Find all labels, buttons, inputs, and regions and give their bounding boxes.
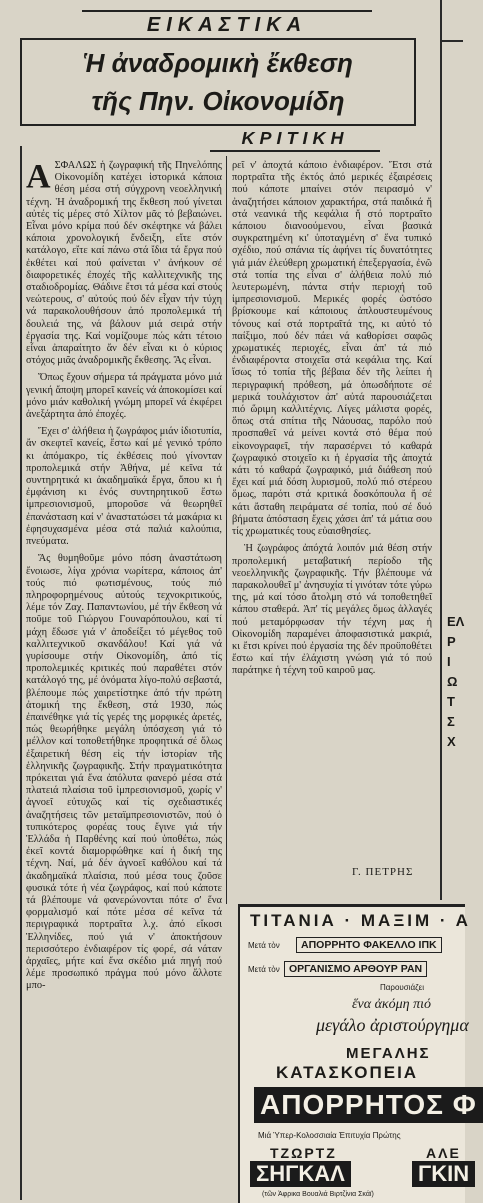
- ad-film-title: ΑΠΟΡΡΗΤΟΣ Φ: [254, 1087, 483, 1123]
- ad-star-surname-1: ΣΗΓΚΑΛ: [250, 1161, 351, 1187]
- ad-star-name-1: ΤΖΩΡΤΖ: [270, 1145, 337, 1161]
- ad-cast-note: (τῶν Ἀφρικα Βουαλιά Βιρτζίνια Σκάϊ): [262, 1191, 374, 1198]
- cinema-advertisement: [238, 904, 477, 1203]
- ad-intro: Μετά τὸν: [248, 941, 280, 950]
- ad-presents: Παρουσιάζει: [380, 983, 424, 992]
- column-rule-right: [440, 0, 442, 900]
- section-label: ΕΙΚΑΣΤΙΚΑ: [82, 10, 372, 40]
- article-column-2: [232, 160, 432, 880]
- author-signature: Γ. ΠΕΤΡΗΣ: [352, 866, 414, 878]
- column-rule-middle: [226, 156, 227, 904]
- ad-tagline-1: ἕνα ἀκόμη πιό: [352, 997, 432, 1012]
- ad-star-name-2: ΑΛΕ: [426, 1145, 461, 1161]
- ad-previous-film: ΑΠΟΡΡΗΤΟ ΦΑΚΕΛΛΟ ΙΠΚ: [296, 937, 442, 953]
- column-rule-left: [20, 146, 22, 1200]
- top-rule: [440, 40, 463, 42]
- article-column-1: [26, 160, 222, 1200]
- ad-organization: ΟΡΓΑΝΙΣΜΟ ΑΡΘΟΥΡ ΡΑΝ: [284, 961, 427, 977]
- ad-tagline-2: μεγάλο ἀριστούργημα: [316, 1015, 469, 1035]
- article-header: [20, 6, 418, 152]
- headline-box: [20, 38, 416, 126]
- ad-star-surname-2: ΓΚΙΝ: [412, 1161, 475, 1187]
- paragraph: Ἔχει σ' ἀλήθεια ἡ ζωγράφος μιάν ἰδιοτυπία, ἄν σκεφτεῖ κανείς, ἔστω καί μέ γενικό τρόπο κι ἀπόμακρο, τίς ἐκθέσεις πού γίνονταν προπολεμικά στήν Ἀθήνα, μέ κεῖνα τά συντηρητικά κι ἀκαδημαϊκά ἔργα, ὅπου κι ἡ ἐμφάνιση κι ἑνός συντηρητικοῦ ἔστω ἰμπρεσιονισμοῦ, μποροῦσε νά θεωρηθεῖ ἐπανάσταση καί ν' ἀναστατώσει τά μακάρια κι ἐφησυχασμένα μέσα στά παλιά καλούπια, πνεύματα.: [26, 426, 222, 548]
- critic-label: ΚΡΙΤΙΚΗ: [210, 124, 380, 152]
- ad-title: ΤΙΤΑΝΙΑ · ΜΑΞΙΜ · Α: [250, 911, 471, 930]
- ad-intro-2: Μετά τὸν: [248, 965, 280, 974]
- drop-cap: Α: [26, 158, 51, 195]
- headline: [22, 44, 414, 120]
- headline-line-2: τῆς Πην. Οἰκονομίδη: [91, 86, 345, 116]
- paragraph: Ὅπως ἔχουν σήμερα τά πράγματα μόνο μιά γενική ἄποψη μπορεῖ κανείς νά ἀποκομίσει καί μόνο μιάν καθολική γνώμη μπορεῖ νά ἐκφέρει ἀνεξάρτητα ἀπό ἐποχές.: [26, 372, 223, 421]
- paragraph: ρεῖ ν' ἀποχτά κάποιο ἐνδιαφέρον. Ἔτσι στά πορτραῖτα τῆς ἐκτός ἀπό μερικές ἐξαιρέσεις πού κάποτε μπαίνει στόν πειρασμό ν' ἀναζητήσει κάποιον χαρακτήρα, στά παιδικά ἤ στά νεανικά τῆς κεφάλια ἤ στό πορτραῖτο κάποιου διανοούμενου, εἶναι βασικά συγκρατημένη κι' ὑποταγμένη σ' ἕνα τυπικό σχέδιο, πού σπάνια τίς ἀφήνει τίς δυνατότητες γιά μιάν ἐλεύθερη χρωματική ἐπεξεργασία, ἐνῶ στά τοπία της εἶναι σ' ἀλήθεια πολύ πιό λευτερωμένη, πάντα στήν περιοχή τοῦ ἰμπρεσιονισμοῦ. Μερικές φορές ὡστόσο βρίσκουμε καί κάποιους ἀπλουστευμένους τόνους καί στά πορτραῖτά της, κι αὐτό τό παίξιμο, πού δέν πάει νά καθορίσει σαφῶς χρωματικές περιοχές, εἶναι ἀπ' τά πιό ἐνδιαφέροντα στοιχεῖα στά κεφάλια της. Καί ἴσως τό τοπία τῆς βέβαια δέν τῆς λείπει ἡ περιγραφική πρόθεση, μά ὁπωσδήποτε σέ μερικά τουλάχιστον ἀπ' αὐτά παρουσιάζεται πιό ὥριμη καλλιτέχνις. Λίγες μάλιστα φορές, ὅπως στά σπίτια τῆς Νάουσας, παρόλο πού προσπαθεῖ νά μείνει κοντά στό θέμα πού εἰκονογραφεῖ, τήν παρασέρνει τό καθαρά ζωγραφικό στοιχεῖο κι ἡ ἐργασία τῆς ἀποχτά κάτι τό καθαρά ζωγραφικό, μιά διάθεση πού ἔχει καί μιά δόση λυρισμοῦ, πολύ πιό στέρεου ὅμως, παρότι στά κριτικά δοσκόπουλα ἤ σέ κάτι ἄσταθη πειράματα σέ τοπία, πού σέ δυό βήματα ἀπόσταση ἔχεις χάσει ἀπ' τά μάτια σου τίς χρωματικές τους εὐαισθησίες.: [232, 160, 432, 538]
- paragraph: ΑΣΦΑΛΩΣ ἡ ζωγραφική τῆς Πηνελόπης Οἰκονομίδη κατέχει ἱστορικά κάποια θέση μέσα στή σύγχρονη νεοελληνική τέχνη. Ἡ ἀναδρομική της ἔκθεση πού γίνεται αὐτές τίς μέρες στό Χίλτον μᾶς τό βεβαιώνει. Εἶναι μόνο κρίμα πού δέν σκέφτηκε νά βάλει κάποια χρονολογική ἔνδειξη, εἴτε στόν κατάλογο, εἴτε καί πάνω στά ἴδια τά ἔργα πού ἐκθέτει καί πού φαίνεται ν' ἀνήκουν σέ διαφορετικές ἐποχές τῆς καλλιτεχνικῆς της σταδιοδρομίας. Θάδινε ἔτσι τά μέσα καί στούς νεώτερους, σ' αὐτούς πού δέν εἶχαν τήν τύχη νά παρακολουθήσουν ἀπό προπολεμικά τή δουλειά της, νά βάλουν μιά σειρά στήν ἐργασία της. Καί νομίζουμε πώς κάτι τέτοιο εἶναι ἀπαραίτητο ἄν δέν εἶναι κι ὁ κύριος στόχος μιᾶς ἀναδρομικῆς ἔκθεσης. Ἄς εἶναι.: [26, 158, 222, 367]
- paragraph: Ἡ ζωγράφος ἀπόχτά λοιπόν μιά θέση στήν προπολεμική μεταβατική περίοδο τῆς νεοελληνικῆς ζωγραφικῆς. Τήν βλέπουμε νά παρακολουθεῖ μ' ἀνησυχία τί γινόταν τότε γύρω της, μά καί τόσο ἄτολμη στό νά τοποθετηθεῖ κάπου σταθερά. Ἀπ' τίς μεγάλες ὅμως ἀλλαγές πού μεταμόρφωσαν τήν τέχνη μας ἡ Οἰκονομίδη παραμένει ἀποφασιστικά μακριά, κι ἔτσι κρίνει πού ἐργασία της δέν προϋποθέτει ἔστω καί τήν ἐλάχιστη γνώση γιά τό πού παράτηκε ἡ τέχνη τοῦ καιροῦ μας.: [232, 543, 432, 677]
- ad-fine-print: Μιά Ὑπερ-Κολοσσιαία Ἐπιτυχία Πρώτης: [258, 1131, 401, 1140]
- ad-caption-2: ΚΑΤΑΣΚΟΠΕΙΑ: [276, 1063, 419, 1082]
- ad-caption-1: ΜΕΓΑΛΗΣ: [346, 1045, 431, 1062]
- neighbor-article-fragment: ΕΛ Ρ Ι Ω Τ Σ Χ: [447, 614, 465, 749]
- headline-line-1: Ἡ ἀναδρομικὴ ἔκθεση: [83, 48, 353, 78]
- paragraph: Ἄς θυμηθοῦμε μόνο πόση ἀναστάτωση ἔνοιωσε, λίγα χρόνια νωρίτερα, κάποιος ἀπ' τούς πιό φωτισμένους, τούς πιό πληροφορημένους αὐτούς τεχνοκριτικούς, λέμε τόν Ζαχ. Παπαντωνίου, μέ τήν ἔκθεση νά ποῦμε τοῦ Γιώργου Γουναρόπουλου, καί τί μάχη ἔδωσε γιά ν' ἀποδείξει τό μέγεθος τοῦ καλλιτεχνικοῦ σκανδάλου! Καί γιά νά γυρίσουμε στήν Οἰκονομίδη, ἀπό τίς προπολεμικές κριτικές πού παραθέτει στόν κατάλογό της, μέ ὀνόματα λίγο-πολύ σεβαστά, βλέπουμε πώς χαιρετίστηκε ἀπό τήν πρώτη ἀτομική της ἔκθεση, στά 1930, πώς ἐπαινέθηκε γιά τίς γερές της μορφικές ἀρετές, πώς θεωρήθηκε μεγάλη ὑπόσχεση γιά τό μέλλον καί τοποθετήθηκε προφητικά σέ ὅλως ἐξαιρετική θέση εἰς τήν ἱστορίαν τῆς ἑλληνικῆς ζωγραφικῆς. Στήν πραγματικότητα πρόκειται γιά ἕνα ἀπόλυτα φανερό μέσα στά πλατειά πλαίσια τοῦ ἰμπρεσιονισμοῦ, χωρίς ν' ἀγνοεῖ εὐτυχῶς καί τίς σχεδιαστικές ἀναζητήσεις τῶν μεταϊμπρεσιονιστῶν, πού ὁ τυπικότερος φορέας τους ἔγινε γιά τήν Ἑλλάδα ἡ Παρθένης καί πού ὑποθέτω, πώς ἐκεῖ κοντά διαμορφώθηκε καί ἡ δική της τέχνη. Ναί, μά δέν ἀγνοεῖ καθόλου καί τά ἀκαδημαϊκά πλαίσια, πού μέσα τους ζοῦσε φυσικά τότε ἡ νέα ζωγράφος, καί πού κάποτε τά βλέπουμε νά φανερώνονται πότε σ' ἕνα φορμαλισμό καί πότε μέσα σέ κεῖνα τά περιγραφικά πορτραῖτα λ.χ. ἀπό εἴκοσι Ἑλληνίδες, πού γιά ν' ἀποκτήσουν περισσότερο ἐνδιαφέρον τίς φορέ, σά νάταν ἀρχαῖες, μήτε καί ἔνα σκέδιο μιά πηγή πού λέμε προσωπικό πράγμα πού μόνο ἄλλοτε μπο-: [26, 553, 222, 992]
